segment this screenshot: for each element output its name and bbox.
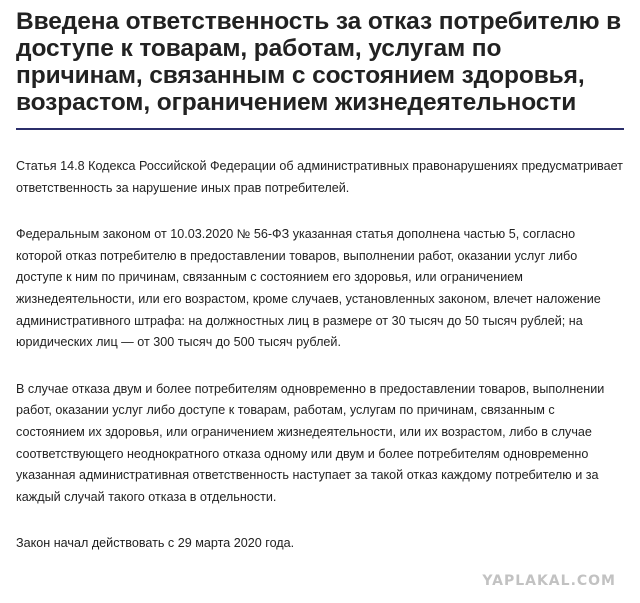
paragraph-2: Федеральным законом от 10.03.2020 № 56-ФЗ указанная статья дополнена частью 5, согласно которой отказ потребителю в предоставлении товаров, выполнении работ, оказании услуг либо доступе к ним по причинам, связанным с состоянием его здоровья, или ограничением жизнедеятельности, или его возрастом, кроме случаев, установленных законом, влечет наложение административного штрафа: на должностных лиц в размере от 30 тысяч до 50 тысяч рублей; на юридических лиц — от 300 тысяч до 500 тысяч рублей. (16, 227, 601, 350)
paragraph-4: Закон начал действовать с 29 марта 2020 года. (16, 536, 295, 551)
article-body (16, 156, 624, 580)
site-watermark: YAPLAKAL.COM (482, 573, 616, 589)
title-divider (16, 128, 624, 130)
paragraph-1: Статья 14.8 Кодекса Российской Федерации об административных правонарушениях предусматривает ответственность за нарушение иных прав потребителей. (16, 159, 623, 195)
paragraph-3: В случае отказа двум и более потребителям одновременно в предоставлении товаров, выполнении работ, оказании услуг либо доступе к товарам, работам, услугам по причинам, связанным с состоянием их здоровья, или ограничением жизнедеятельности, или их возрастом, либо в случае соответствующего неоднократного отказа одному или двум и более потребителям одновременно указанная административная ответственность наступает за такой отказ каждому потребителю и за каждый случай такого отказа в отдельности. (16, 381, 605, 504)
article-title: Введена ответственность за отказ потребителю в доступе к товарам, работам, услугам по причинам, связанным с состоянием здоровья, возрастом, ограничением жизнедеятельности (16, 8, 622, 116)
